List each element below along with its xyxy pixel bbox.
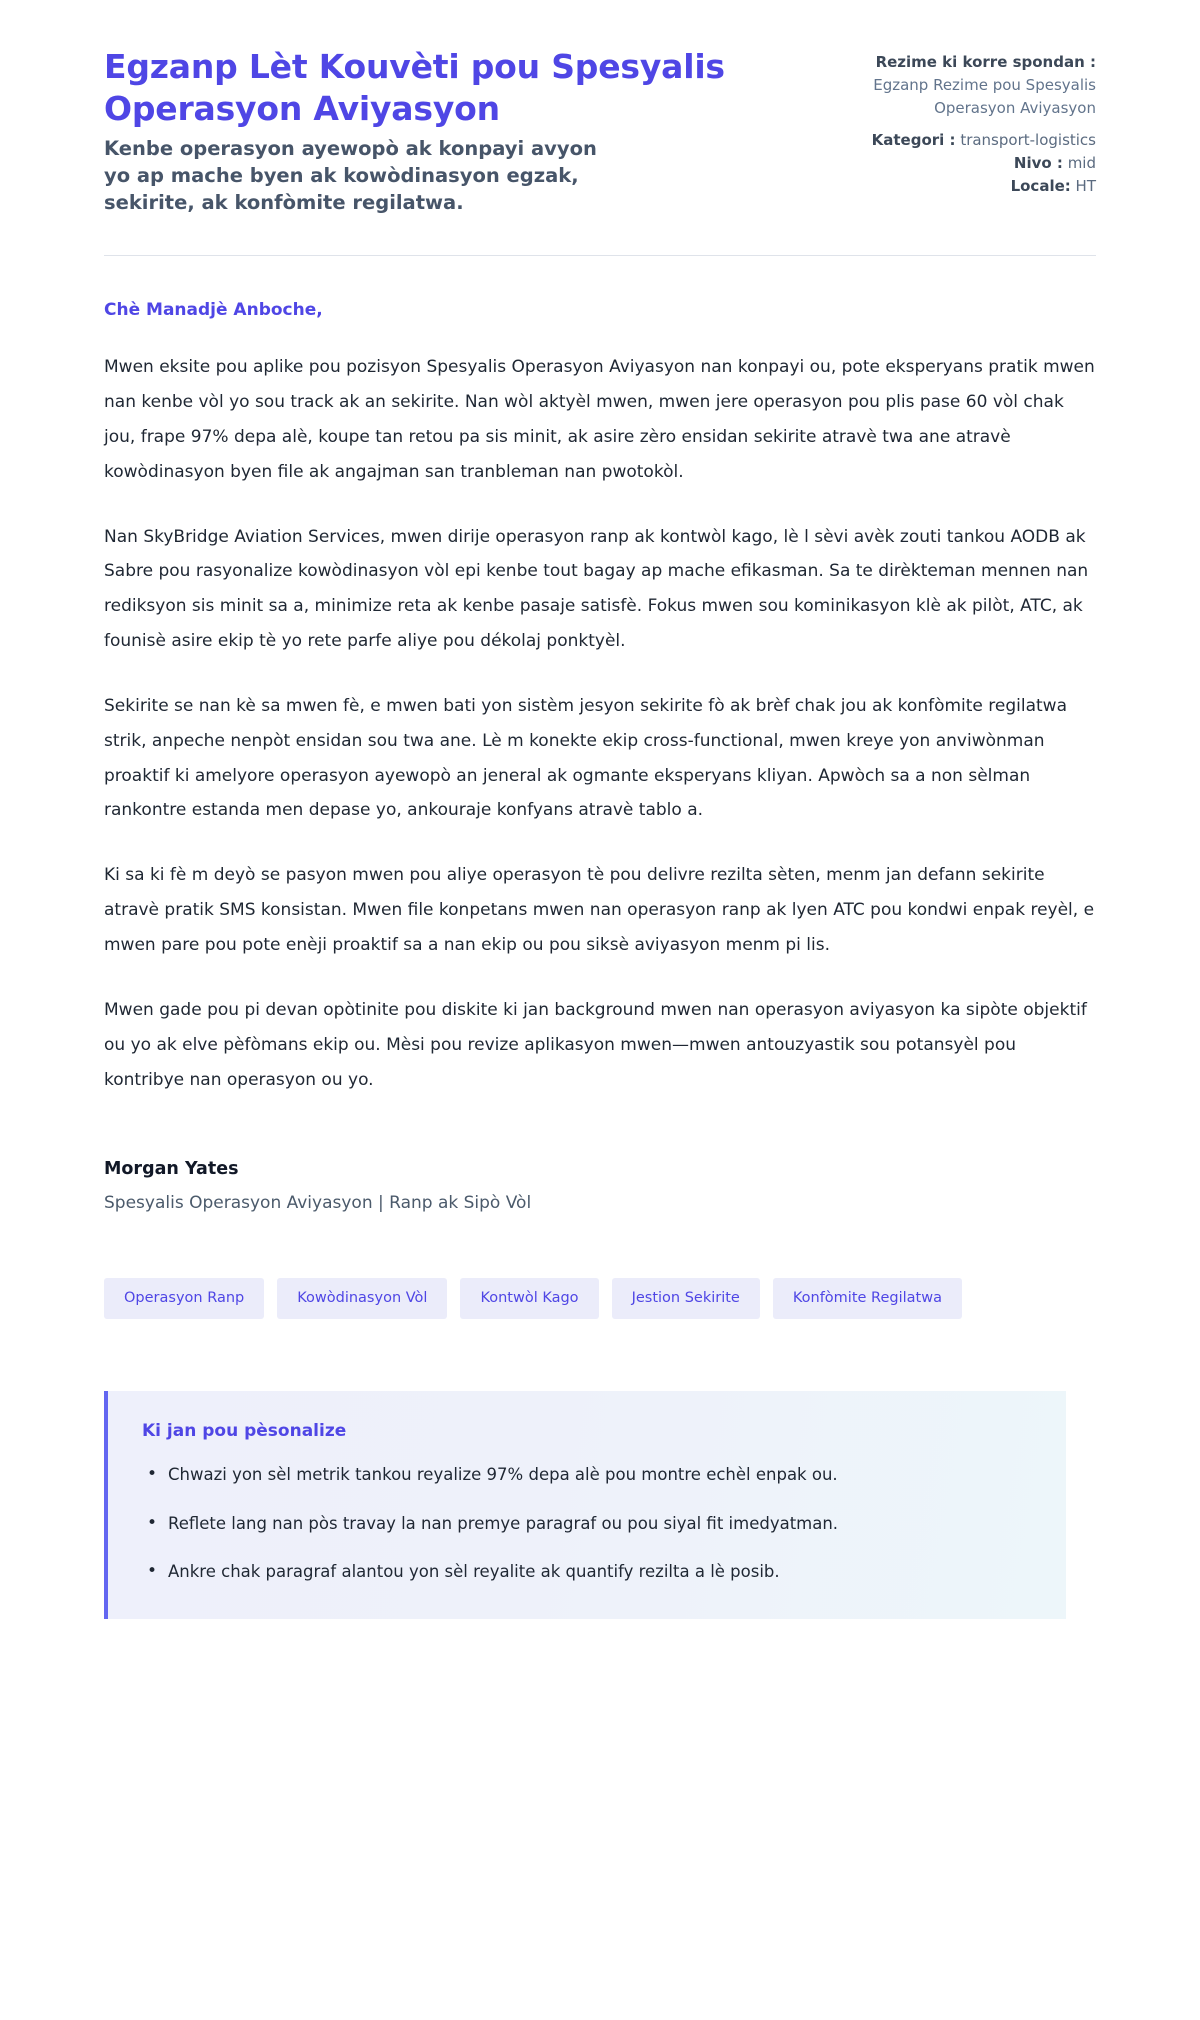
personalization-callout	[104, 1391, 1066, 1619]
letter-paragraph: Sekirite se nan kè sa mwen fè, e mwen bati yon sistèm jesyon sekirite fò ak brèf chak jou ak konfòmite regilatwa strik, anpeche nenpòt ensidan sou twa ane. Lè m konekte ekip cross-functional, mwen kreye yon anviwònman proaktif ki amelyore operasyon ayewopò an jeneral ak ogmante eksperyans kliyan. Apwòch sa a non sèlman rankontre estanda men depase yo, ankouraje konfyans atravè tablo a.	[104, 695, 1068, 821]
cover-letter-body	[104, 256, 1096, 1619]
letter-salutation: Chè Manadjè Anboche,	[104, 300, 323, 321]
meta-category-value: transport-logistics	[960, 131, 1096, 150]
tag-pill[interactable]: Kowòdinasyon Vòl	[277, 1278, 447, 1319]
signature-role: Spesyalis Operasyon Aviyasyon | Ranp ak Sipò Vòl	[104, 1193, 532, 1214]
page-subtitle: Kenbe operasyon ayewopò ak konpayi avyon yo ap mache byen ak kowòdinasyon egzak, sekirite, ak konfòmite regilatwa.	[104, 137, 597, 215]
meta-locale-label: Locale:	[1010, 176, 1071, 195]
callout-tip-item: • Chwazi yon sèl metrik tankou reyalize 97% depa alè pou montre echèl enpak ou.	[168, 1463, 1032, 1488]
meta-locale	[836, 175, 1096, 198]
tag-pill[interactable]: Operasyon Ranp	[104, 1278, 264, 1319]
meta-category-label: Kategori :	[871, 131, 956, 150]
meta-matching-summary-value: Egzanp Rezime pou Spesyalis Operasyon Aviyasyon	[873, 75, 1096, 117]
tag-pill[interactable]: Konfòmite Regilatwa	[773, 1278, 962, 1319]
tag-pill[interactable]: Kontwòl Kago	[460, 1278, 598, 1319]
meta-category	[836, 129, 1096, 152]
tag-list	[104, 1278, 1096, 1319]
signature-block	[104, 1159, 1096, 1213]
signature-name: Morgan Yates	[104, 1159, 239, 1180]
meta-locale-value: HT	[1075, 176, 1096, 195]
meta-level-value: mid	[1067, 154, 1096, 173]
callout-tip-list	[142, 1463, 1032, 1585]
meta-matching-summary-label: Rezime ki korre spondan :	[875, 53, 1096, 71]
letter-paragraph: Mwen gade pou pi devan opòtinite pou diskite ki jan background mwen nan operasyon aviyasyon ka sipòte objektif ou yo ak elve pèfòmans ekip ou. Mèsi pou revize aplikasyon mwen—mwen antouzyastik sou potansyèl pou kontribye nan operasyon ou yo.	[104, 999, 1087, 1090]
letter-paragraph: Ki sa ki fè m deyò se pasyon mwen pou aliye operasyon tè pou delivre rezilta sèten, menm jan defann sekirite atravè pratik SMS konsistan. Mwen file konpetans mwen nan operasyon ranp ak lyen ATC pou kondwi enpak reyèl, e mwen pare pou pote enèji proaktif sa a nan ekip ou pou siksè aviyasyon menm pi lis.	[104, 865, 1095, 955]
callout-tip-item: • Reflete lang nan pòs travay la nan premye paragraf ou pou siyal fit imedyatman.	[168, 1512, 1032, 1537]
page-title: Egzanp Lèt Kouvèti pou Spesyalis Operasyon Aviyasyon	[104, 47, 725, 129]
letter-paragraph: Nan SkyBridge Aviation Services, mwen dirije operasyon ranp ak kontwòl kago, lè l sèvi avèk zouti tankou AODB ak Sabre pou rasyonalize kowòdinasyon vòl epi kenbe tout bagay ap mache efikasman. Sa te dirèkteman mennen nan rediksyon sis minit sa a, minimize reta ak kenbe pasaje satisfè. Fokus mwen sou kominikasyon klè ak pilòt, ATC, ak founisè asire ekip tè yo rete parfe aliye pou dékolaj ponktyèl.	[104, 526, 1089, 652]
meta-level-label: Nivo :	[1013, 154, 1063, 173]
callout-tip-item: • Ankre chak paragraf alantou yon sèl reyalite ak quantify rezilta a lè posib.	[168, 1560, 1032, 1585]
document-metadata	[836, 46, 1096, 198]
header-text-group	[104, 46, 744, 217]
callout-title: Ki jan pou pèsonalize	[142, 1420, 347, 1441]
meta-level	[836, 152, 1096, 175]
tag-pill[interactable]: Jestion Sekirite	[612, 1278, 760, 1319]
meta-matching-summary	[836, 51, 1096, 119]
document-header	[104, 0, 1096, 217]
letter-paragraph: Mwen eksite pou aplike pou pozisyon Spesyalis Operasyon Aviyasyon nan konpayi ou, pote eksperyans pratik mwen nan kenbe vòl yo sou track ak an sekirite. Nan wòl aktyèl mwen, mwen jere operasyon pou plis pase 60 vòl chak jou, frape 97% depa alè, koupe tan retou pa sis minit, ak asire zèro ensidan sekirite atravè twa ane atravè kowòdinasyon byen file ak angajman san tranbleman nan pwotokòl.	[104, 357, 1095, 482]
